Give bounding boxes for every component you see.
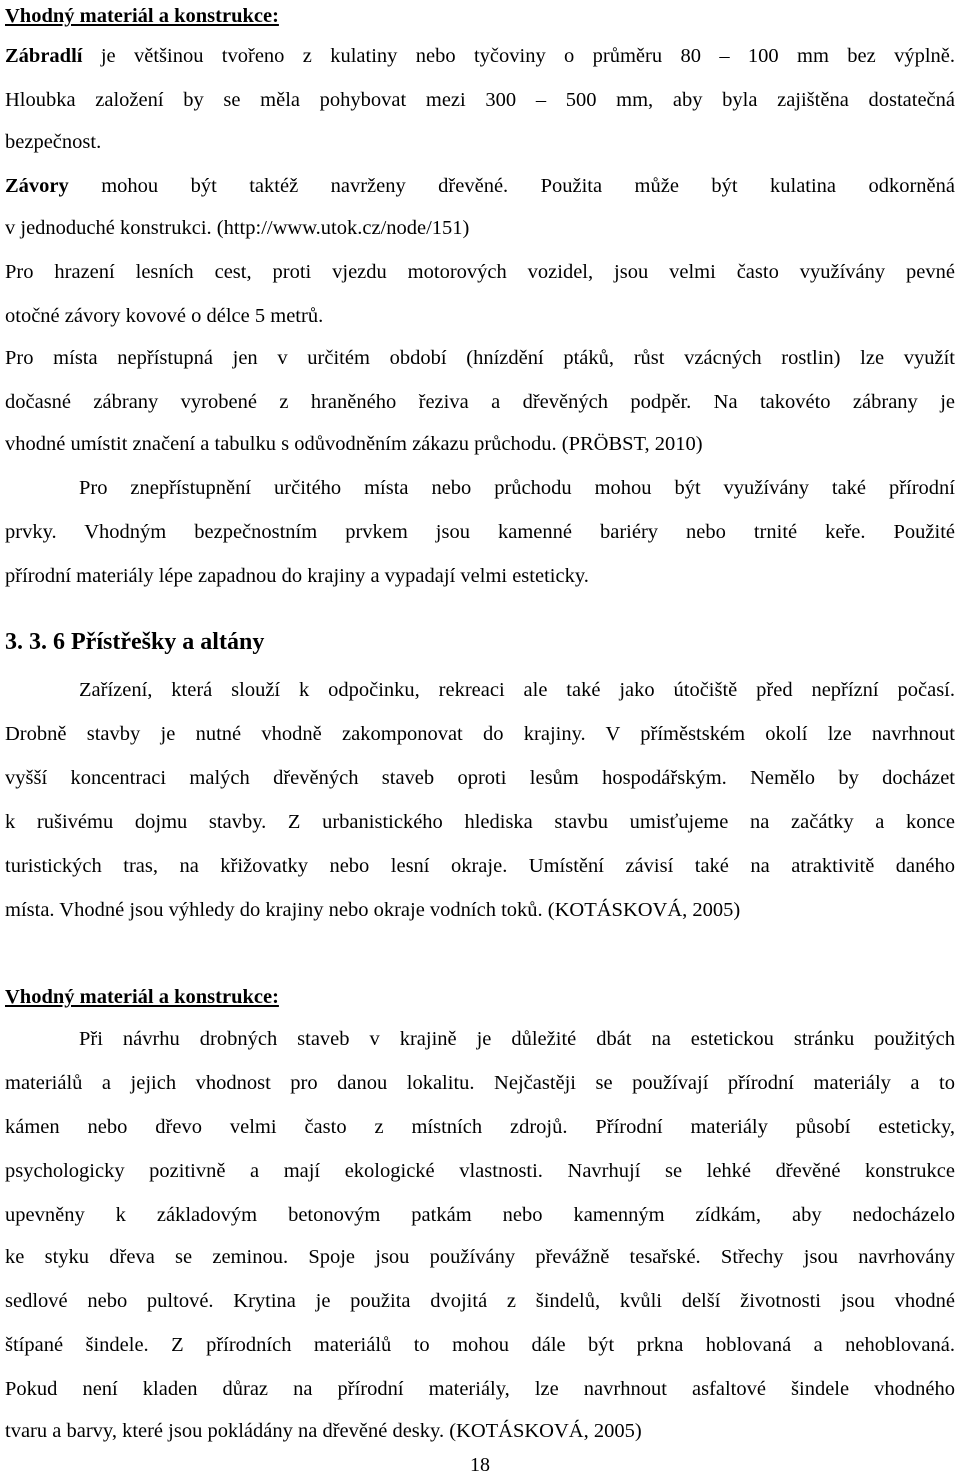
paragraph-line: prvky. Vhodným bezpečnostním prvkem jsou kamenné bariéry nebo trnité keře. Použité [5,521,955,543]
paragraph-line: otočné závory kovové o délce 5 metrů. [5,305,324,327]
paragraph-line: materiálů a jejich vhodnost pro danou lokalitu. Nejčastěji se používají přírodní materiály a to [5,1072,955,1094]
paragraph-line: Hloubka založení by se měla pohybovat mezi 300 – 500 mm, aby byla zajištěna dostatečná [5,89,955,111]
paragraph-line: sedlové nebo pultové. Krytina je použita dvojitá z šindelů, kvůli delší životnosti jsou vhodné [5,1290,955,1312]
paragraph-line: bezpečnost. [5,131,102,153]
paragraph-line: turistických tras, na křižovatky nebo lesní okraje. Umístění závisí také na atraktivitě daného [5,855,955,877]
page-number: 18 [470,1454,490,1476]
paragraph-line: vyšší koncentraci malých dřevěných staveb oproti lesům hospodářským. Nemělo by docházet [5,767,955,789]
paragraph-line: štípané šindele. Z přírodních materiálů to mohou dále být prkna hoblovaná a nehoblovaná. [5,1334,955,1356]
paragraph-line: upevněny k základovým betonovým patkám nebo kamenným zídkám, aby nedocházelo [5,1204,955,1226]
paragraph-line: Pro místa nepřístupná jen v určitém období (hnízdění ptáků, růst vzácných rostlin) lze využít [5,347,955,369]
paragraph-line: Zařízení, která slouží k odpočinku, rekreaci ale také jako útočiště před nepřízní počasí. [79,679,955,701]
term-barriers: Závory [5,175,69,197]
paragraph-line: k rušivému dojmu stavby. Z urbanistického hlediska stavbu umisťujeme na začátky a konce [5,811,955,833]
paragraph-line: Při návrhu drobných staveb v krajině je důležité dbát na estetickou stránku použitých [79,1028,955,1050]
paragraph-line: Drobně stavby je nutné vhodně zakomponovat do krajiny. V příměstském okolí lze navrhnout [5,723,955,745]
paragraph-line: psychologicky pozitivně a mají ekologické vlastnosti. Navrhují se lehké dřevěné konstrukce [5,1160,955,1182]
paragraph-line: Pro znepřístupnění určitého místa nebo průchodu mohou být využívány také přírodní [79,477,955,499]
paragraph-line: Pokud není kladen důraz na přírodní materiály, lze navrhnout asfaltové šindele vhodného [5,1378,955,1400]
paragraph-line: vhodné umístit značení a tabulku s odůvodněním zákazu průchodu. (PRÖBST, 2010) [5,433,703,455]
paragraph-line: dočasné zábrany vyrobené z hraněného řeziva a dřevěných podpěr. Na takovéto zábrany je [5,391,955,413]
paragraph-line: v jednoduché konstrukci. (http://www.utok.cz/node/151) [5,217,470,239]
paragraph-line: tvaru a barvy, které jsou pokládány na dřevěné desky. (KOTÁSKOVÁ, 2005) [5,1420,642,1442]
paragraph-line: Zábradlí je většinou tvořeno z kulatiny nebo tyčoviny o průměru 80 – 100 mm bez výplně. [5,45,955,67]
section-heading: 3. 3. 6 Přístřešky a altány [5,629,265,655]
paragraph-line: ke styku dřeva se zeminou. Spoje jsou používány převážně tesařské. Střechy jsou navrhovány [5,1246,955,1268]
paragraph-line: místa. Vhodné jsou výhledy do krajiny nebo okraje vodních toků. (KOTÁSKOVÁ, 2005) [5,899,741,921]
term-railing: Zábradlí [5,45,83,67]
paragraph-line: přírodní materiály lépe zapadnou do krajiny a vypadají velmi esteticky. [5,565,589,587]
paragraph-line: Závory mohou být taktéž navrženy dřevěné. Použita může být kulatina odkorněná [5,175,955,197]
section-heading: Vhodný materiál a konstrukce: [5,986,279,1008]
section-heading: Vhodný materiál a konstrukce: [5,5,279,27]
paragraph-line: Pro hrazení lesních cest, proti vjezdu motorových vozidel, jsou velmi často využívány pevné [5,261,955,283]
paragraph-line: kámen nebo dřevo velmi často z místních zdrojů. Přírodní materiály působí esteticky, [5,1116,955,1138]
